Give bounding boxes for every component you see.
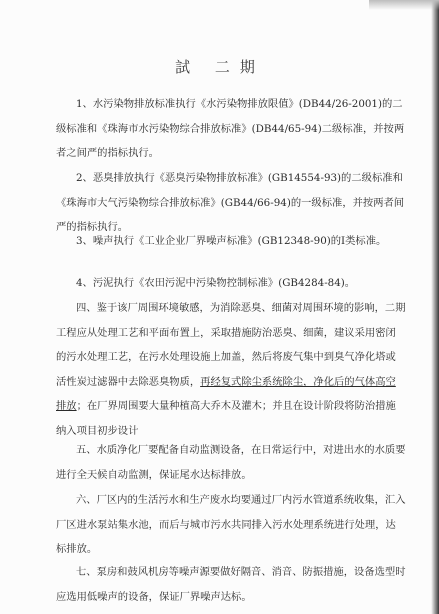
scan-shadow-edge bbox=[431, 0, 439, 614]
paragraph-section-six bbox=[56, 488, 406, 562]
paragraph-noise-standard bbox=[56, 229, 406, 254]
paragraph-section-five bbox=[56, 438, 406, 487]
paragraph-section-seven bbox=[56, 560, 406, 609]
underlined-text: 再经复式除尘系统除尘，净化后的气体高空排放 bbox=[56, 375, 396, 412]
paragraph-text: 四、鉴于该厂周围环境敏感，为消除恶臭、细菌对周围环境的影响，二期工程应从处理工艺和平面布置上，采取措施防治恶臭、细菌，建议采用密闭的污水处理工艺，在污水处理设施上加盖，然后将废气集中到臭气净化塔或活性炭过滤器中去除恶臭物质， bbox=[56, 302, 406, 388]
page-title: 試 二期 bbox=[175, 58, 265, 76]
paragraph-text: 七、泵房和鼓风机房等噪声源要做好隔音、消音、防振措施，设备选型时应选用低噪声的设备，保证厂界噪声达标。 bbox=[56, 566, 406, 603]
paragraph-text: 五、水质净化厂要配备自动监测设备，在日常运行中，对进出水的水质要进行全天候自动监测，保证尾水达标排放。 bbox=[56, 444, 406, 481]
paragraph-text: 3、噪声执行《工业企业厂界噪声标准》(GB12348-90)的Ⅰ类标准。 bbox=[76, 235, 387, 247]
paragraph-text-cont: ；在厂界周围要大量种植高大乔木及灌木；并且在设计阶段将防治措施纳入项目初步设计 bbox=[56, 400, 396, 437]
paragraph-text: 2、恶臭排放执行《恶臭污染物排放标准》(GB14554-93)的二级标准和《珠海市大气污染物综合排放标准》(GB44/66-94)的一级标准，并按两者间严的指标执行。 bbox=[56, 172, 405, 233]
scan-shadow-corner bbox=[369, 0, 439, 10]
paragraph-text: 4、污泥执行《农田污泥中污染物控制标准》(GB4284-84)。 bbox=[76, 277, 356, 289]
paragraph-text: 1、水污染物排放标准执行《水污染物排放限值》(DB44/26-2001)的二级标准和《珠海市水污染物综合排放标准》(DB44/65-94)二级标准，并按两者之间严的指标执行。 bbox=[56, 98, 405, 159]
paragraph-section-four bbox=[56, 296, 406, 443]
paragraph-text: 六、厂区内的生活污水和生产废水均要通过厂内污水管道系统收集，汇入厂区进水泵站集水池，而后与城市污水共同排入污水处理系统进行处理，达标排放。 bbox=[56, 494, 406, 555]
paragraph-water-standard bbox=[56, 92, 406, 166]
paragraph-sludge-standard bbox=[56, 271, 406, 296]
